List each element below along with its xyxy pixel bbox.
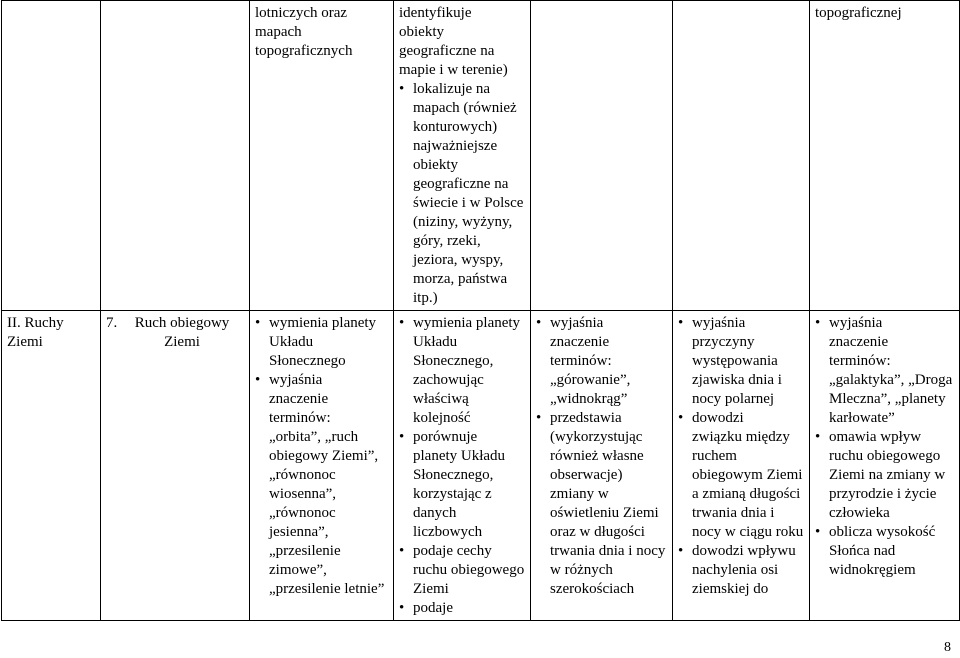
list-item: • podaje cechy	[399, 542, 525, 561]
curriculum-table	[1, 0, 960, 621]
list-item: terminów:	[550, 353, 612, 369]
topic-cell	[101, 311, 250, 621]
cell-text-lines	[399, 4, 525, 80]
list-item: „równonoc	[269, 467, 336, 483]
topic-number: 7.	[106, 315, 118, 331]
table-cell	[673, 311, 810, 621]
list-item: nachylenia osi	[692, 562, 779, 578]
list-item: terminów:	[829, 353, 891, 369]
list-item: zachowując	[413, 372, 484, 388]
bullet-list	[536, 314, 667, 599]
list-item: ruchu obiegowego	[829, 448, 941, 464]
list-item: obserwacje)	[550, 467, 623, 483]
list-item: występowania	[692, 353, 778, 369]
section-cell	[2, 311, 101, 621]
list-item: trwania dnia i nocy	[550, 543, 666, 559]
list-item: jesienna”,	[269, 524, 329, 540]
list-item: ziemskiej do	[692, 581, 769, 597]
section-title: II. Ruchy Ziemi	[7, 315, 64, 350]
list-item: korzystając z	[413, 486, 492, 502]
table-row	[2, 311, 960, 621]
cell-text: topograficznej	[815, 5, 902, 21]
topic-title: Ruch obiegowy Ziemi	[134, 315, 230, 350]
list-item: człowieka	[829, 505, 890, 521]
list-item: (wykorzystując	[550, 429, 643, 445]
list-item: obiegowy Ziemi”,	[269, 448, 379, 464]
table-cell	[531, 311, 673, 621]
list-item: Słonecznego,	[413, 353, 494, 369]
list-item: geograficzne na	[413, 176, 509, 192]
list-item: • porównuje	[399, 428, 525, 447]
list-item: ruchu obiegowego	[413, 562, 525, 578]
list-item: widnokręgiem	[829, 562, 916, 578]
list-item: najważniejsze	[413, 138, 498, 154]
table-cell	[810, 1, 960, 311]
list-item: • wyjaśnia	[678, 314, 804, 333]
list-item: „równonoc	[269, 505, 336, 521]
list-item: Słońca nad	[829, 543, 896, 559]
list-item: trwania dnia i	[692, 505, 775, 521]
list-item: „przesilenie letnie”	[269, 581, 385, 597]
list-item: Słonecznego	[269, 353, 346, 369]
list-item: znaczenie	[269, 391, 329, 407]
list-item: „widnokrąg”	[550, 391, 628, 407]
list-item: planety Układu	[413, 448, 506, 464]
page-number: 8	[944, 640, 951, 655]
list-item: świecie i w Polsce	[413, 195, 524, 211]
list-item: morza, państwa	[413, 271, 508, 287]
list-item: • wymienia planety	[399, 314, 525, 333]
list-item: obiegowym Ziemi	[692, 467, 803, 483]
table-cell	[673, 1, 810, 311]
list-item: zimowe”,	[269, 562, 327, 578]
list-item: • przedstawia	[536, 409, 667, 428]
list-item: • podaje	[399, 599, 525, 618]
list-item: „przesilenie	[269, 543, 341, 559]
list-item: (niziny, wyżyny,	[413, 214, 513, 230]
list-item: itp.)	[413, 290, 438, 306]
list-item: mapach (również	[413, 100, 517, 116]
list-item: obiekty	[413, 157, 458, 173]
text-line: obiekty	[399, 24, 444, 40]
list-item: • oblicza wysokość	[815, 523, 954, 542]
list-item: konturowych)	[413, 119, 498, 135]
list-item: kolejność	[413, 410, 471, 426]
list-item: również własne	[550, 448, 644, 464]
table-row	[2, 1, 960, 311]
list-item: terminów:	[269, 410, 331, 426]
list-item: „galaktyka”, „Droga	[829, 372, 953, 388]
list-item: w różnych	[550, 562, 613, 578]
table-cell	[250, 1, 394, 311]
list-item: • wyjaśnia	[255, 371, 388, 390]
list-item: Słonecznego,	[413, 467, 494, 483]
table-cell	[394, 1, 531, 311]
bullet-list	[255, 314, 388, 599]
table-cell	[531, 1, 673, 311]
list-item: danych liczbowych	[413, 505, 483, 540]
bullet-list	[815, 314, 954, 580]
list-item: znaczenie	[550, 334, 610, 350]
text-line: identyfikuje	[399, 5, 472, 21]
text-line: geograficzne na	[399, 43, 495, 59]
list-item: • dowodzi	[678, 409, 804, 428]
text-line: mapie i w terenie)	[399, 62, 508, 78]
table-cell	[394, 311, 531, 621]
list-item: „orbita”, „ruch	[269, 429, 359, 445]
list-item: zjawiska dnia i	[692, 372, 782, 388]
bullet-list	[678, 314, 804, 599]
list-item: związku między	[692, 429, 790, 445]
bullet-list	[399, 80, 525, 308]
list-item: znaczenie	[829, 334, 889, 350]
list-item: nocy polarnej	[692, 391, 775, 407]
list-item: • wymienia planety	[255, 314, 388, 333]
list-item: nocy w ciągu roku	[692, 524, 804, 540]
bullet-list	[399, 314, 525, 618]
list-item: zmiany w	[550, 486, 609, 502]
list-item: wiosenna”,	[269, 486, 337, 502]
table-cell	[101, 1, 250, 311]
list-item: • wyjaśnia	[536, 314, 667, 333]
list-item: góry, rzeki,	[413, 233, 481, 249]
list-item: Ziemi	[413, 581, 449, 597]
cell-text: lotniczych oraz mapach topograficznych	[255, 5, 353, 59]
list-item: • dowodzi wpływu	[678, 542, 804, 561]
list-item: • lokalizuje na	[399, 80, 525, 99]
list-item: oraz w długości	[550, 524, 645, 540]
list-item: Układu	[269, 334, 314, 350]
list-item: a zmianą długości	[692, 486, 801, 502]
list-item: • wyjaśnia	[815, 314, 954, 333]
list-item: przyrodzie i życie	[829, 486, 937, 502]
list-item: karłowate”	[829, 410, 895, 426]
list-item: „górowanie”,	[550, 372, 631, 388]
list-item: Ziemi na zmiany w	[829, 467, 946, 483]
list-item: ruchem	[692, 448, 737, 464]
table-cell	[2, 1, 101, 311]
list-item: Mleczna”, „planety	[829, 391, 946, 407]
list-item: oświetleniu Ziemi	[550, 505, 659, 521]
table-cell	[250, 311, 394, 621]
list-item: właściwą	[413, 391, 469, 407]
list-item: Układu	[413, 334, 458, 350]
list-item: szerokościach	[550, 581, 635, 597]
list-item: jeziora, wyspy,	[413, 252, 504, 268]
list-item: przyczyny	[692, 334, 755, 350]
list-item: • omawia wpływ	[815, 428, 954, 447]
table-cell	[810, 311, 960, 621]
